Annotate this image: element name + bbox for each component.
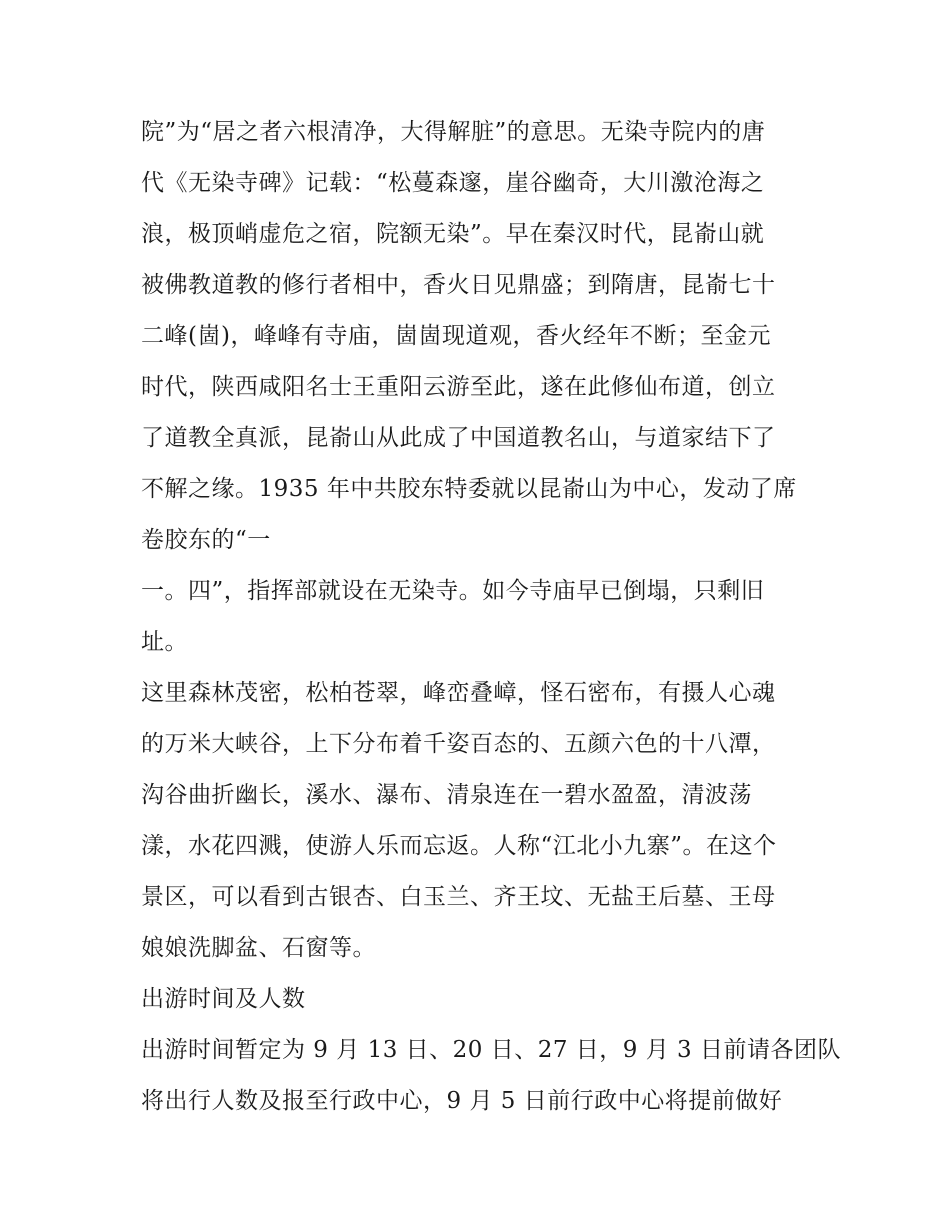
text-line: 时代，陕西咸阳名士王重阳云游至此，遂在此修仙布道，创立 (141, 374, 776, 400)
text-line: 卷胶东的“一 (141, 527, 271, 553)
text-line: 院”为“居之者六根清净，大得解脏”的意思。无染寺院内的唐 (141, 119, 766, 145)
text-line: 出游时间暂定为 9 月 13 日、20 日、27 日，9 月 3 日前请各团队 (141, 1037, 841, 1063)
text-line: 一。四”，指挥部就设在无染寺。如今寺庙早已倒塌，只剩旧 (141, 578, 765, 604)
text-line: 二峰(崮)，峰峰有寺庙，崮崮现道观，香火经年不断；至金元 (141, 323, 771, 349)
text-line: 不解之缘。1935 年中共胶东特委就以昆嵛山为中心，发动了席 (141, 476, 797, 502)
text-line: 址。 (141, 629, 188, 655)
text-line: 了道教全真派，昆嵛山从此成了中国道教名山，与道家结下了 (141, 425, 776, 451)
text-line: 被佛教道教的修行者相中，香火日见鼎盛；到隋唐，昆嵛七十 (141, 272, 776, 298)
text-line: 将出行人数及报至行政中心，9 月 5 日前行政中心将提前做好 (141, 1088, 783, 1114)
text-line: 代《无染寺碑》记载：“松蔓森邃，崖谷幽奇，大川激沧海之 (141, 170, 765, 196)
body-text (141, 107, 841, 1127)
text-line: 浪，极顶峭虚危之宿，院额无染”。早在秦汉时代，昆嵛山就 (141, 221, 765, 247)
text-line: 娘娘洗脚盆、石窗等。 (141, 935, 376, 961)
section-heading: 出游时间及人数 (141, 986, 306, 1012)
text-line: 景区，可以看到古银杏、白玉兰、齐王坟、无盐王后墓、王母 (141, 884, 776, 910)
text-line: 这里森林茂密，松柏苍翠，峰峦叠嶂，怪石密布，有摄人心魂 (141, 680, 776, 706)
text-line: 的万米大峡谷，上下分布着千姿百态的、五颜六色的十八潭， (141, 731, 776, 757)
text-line: 沟谷曲折幽长，溪水、瀑布、清泉连在一碧水盈盈，清波荡 (141, 782, 752, 808)
text-line: 漾，水花四溅，使游人乐而忘返。人称“江北小九寨”。在这个 (141, 833, 777, 859)
